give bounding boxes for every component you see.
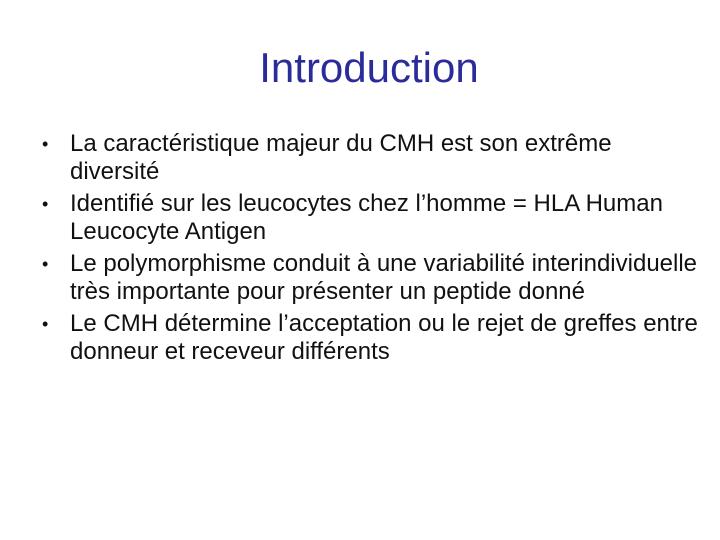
bullet-dot-icon: • bbox=[42, 134, 49, 154]
bullet-dot-icon: • bbox=[42, 314, 49, 334]
bullet-item bbox=[40, 310, 700, 366]
bullet-text: Le CMH détermine l’acceptation ou le rejet de greffes entre donneur et receveur différents bbox=[70, 310, 698, 365]
bullet-emphasis: extrême diversité bbox=[70, 130, 612, 185]
bullet-item bbox=[40, 190, 700, 246]
bullet-text: La caractéristique majeur du CMH est son bbox=[70, 130, 525, 157]
bullet-dot-icon: • bbox=[42, 194, 49, 214]
bullet-text: Identifié sur les leucocytes chez l’homme = HLA Human Leucocyte Antigen bbox=[70, 190, 663, 245]
bullet-item bbox=[40, 130, 700, 186]
bullet-list bbox=[40, 130, 700, 370]
bullet-text: Le polymorphisme conduit à une variabilité interindividuelle très importante pour présenter un peptide donné bbox=[70, 250, 698, 305]
slide-title: Introduction bbox=[259, 44, 479, 91]
bullet-item bbox=[40, 250, 700, 306]
bullet-dot-icon: • bbox=[42, 254, 49, 274]
